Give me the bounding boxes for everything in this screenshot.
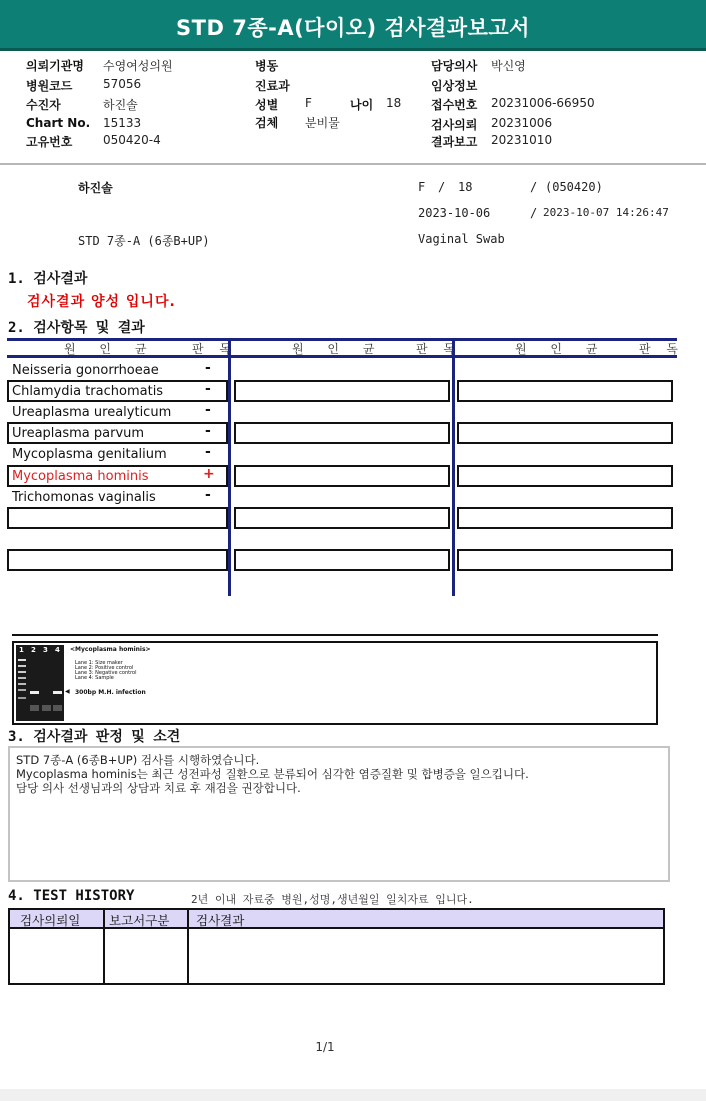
pathogen-name: Trichomonas vaginalis	[12, 490, 156, 505]
column-header-pathogen: 원 인 균	[292, 342, 385, 356]
request-value: 20231006	[491, 116, 553, 130]
pathogen-result: -	[205, 402, 211, 418]
request-label: 검사의뢰	[431, 118, 478, 132]
gel-arrow-icon: ◀	[65, 688, 70, 695]
column-divider	[228, 338, 231, 596]
gel-band	[18, 659, 26, 661]
pathogen-name: Mycoplasma genitalium	[12, 447, 167, 462]
page-bottom-margin	[0, 1089, 706, 1101]
gel-lane-number: 1	[19, 646, 24, 654]
gel-band-sample	[53, 691, 62, 694]
summary-sex: F	[418, 180, 426, 194]
patient-label: 수진자	[26, 98, 61, 112]
column-header-pathogen: 원 인 균	[64, 342, 157, 356]
patient-value: 하진솔	[103, 98, 138, 112]
doctor-label: 담당의사	[431, 59, 478, 73]
gel-band	[18, 697, 26, 699]
sex-value: F	[305, 96, 312, 110]
result-row-box	[7, 549, 228, 571]
comment-line: STD 7종-A (6종B+UP) 검사를 시행하였습니다.	[16, 753, 260, 767]
pathogen-result: -	[205, 487, 211, 503]
history-body	[8, 927, 665, 985]
gel-top-rule	[12, 634, 658, 636]
gel-band-label: 300bp M.H. infection	[75, 689, 146, 696]
gel-band-positive-control	[30, 691, 39, 694]
comment-line: Mycoplasma hominis는 최근 성전파성 질환으로 분류되어 심각한 염증질환 및 합병증을 일으킵니다.	[16, 767, 529, 781]
column-header-judge: 판 독	[416, 342, 461, 356]
column-header-pathogen: 원 인 균	[515, 342, 608, 356]
clinical-label: 임상정보	[431, 79, 478, 93]
empty-row-box	[234, 549, 450, 571]
summary-name: 하진솔	[78, 181, 113, 195]
pathogen-result-positive: +	[203, 466, 215, 482]
gel-primer-dimer	[53, 705, 62, 711]
comment-line: 담당 의사 선생님과의 상담과 치료 후 재검을 권장합니다.	[16, 781, 301, 795]
empty-row-box	[457, 422, 673, 444]
report-label: 결과보고	[431, 135, 478, 149]
column-header-judge: 판 독	[639, 342, 684, 356]
gel-legend-line: Lane 4: Sample	[75, 675, 114, 681]
empty-row-box	[234, 465, 450, 487]
receipt-value: 20231006-66950	[491, 96, 595, 110]
result-text: 검사결과 양성 입니다.	[27, 294, 176, 310]
gel-legend-line: Lane 2: Positive control	[75, 665, 134, 671]
pathogen-result: -	[205, 381, 211, 397]
empty-row-box	[234, 422, 450, 444]
ward-label: 병동	[255, 59, 279, 73]
gel-band	[18, 665, 26, 667]
gel-lane-number: 2	[31, 646, 36, 654]
sex-label: 성별	[255, 98, 279, 112]
gel-band	[18, 671, 26, 673]
empty-row-box	[457, 507, 673, 529]
pathogen-name-positive: Mycoplasma hominis	[12, 469, 149, 484]
result-row-box	[7, 507, 228, 529]
gel-band	[18, 689, 26, 691]
pathogen-name: Ureaplasma parvum	[12, 426, 145, 441]
hospital-value: 수영여성의원	[103, 59, 173, 73]
summary-specimen: Vaginal Swab	[418, 232, 505, 246]
dept-label: 진료과	[255, 79, 290, 93]
empty-row-box	[457, 549, 673, 571]
age-label: 나이	[350, 98, 374, 112]
receipt-label: 접수번호	[431, 98, 478, 112]
gel-lane-number: 3	[43, 646, 48, 654]
gel-title: <Mycoplasma hominis>	[70, 646, 151, 653]
gel-band	[18, 683, 26, 685]
history-note: 2년 이내 자료중 병원,성명,생년월일 일치자료 입니다.	[191, 893, 474, 906]
unique-value: 050420-4	[103, 133, 161, 147]
history-header-row	[8, 908, 665, 929]
summary-test: STD 7종-A (6종B+UP)	[78, 234, 210, 248]
report-value: 20231010	[491, 133, 553, 147]
history-header-cell: 검사의뢰일	[20, 913, 81, 928]
header-divider	[0, 163, 706, 165]
empty-row-box	[234, 507, 450, 529]
gel-figure-frame	[12, 641, 658, 725]
gel-legend-line: Lane 3: Negative control	[75, 670, 137, 676]
chart-label: Chart No.	[26, 116, 91, 130]
pathogen-name: Neisseria gonorrhoeae	[12, 363, 159, 378]
empty-row-box	[457, 465, 673, 487]
code-value: 57056	[103, 77, 142, 91]
summary-date1: 2023-10-06	[418, 206, 491, 220]
gel-band	[18, 677, 26, 679]
empty-row-box	[457, 380, 673, 402]
column-divider	[452, 338, 455, 596]
page-number: 1/1	[315, 1040, 335, 1054]
pathogen-name: Chlamydia trachomatis	[12, 384, 164, 399]
gel-image	[16, 645, 64, 721]
summary-date2: 2023-10-07 14:26:47	[543, 206, 669, 219]
section2-title: 2. 검사항목 및 결과	[8, 320, 145, 336]
hospital-label: 의뢰기관명	[26, 59, 84, 73]
pathogen-name: Ureaplasma urealyticum	[12, 405, 172, 420]
history-header-cell: 검사결과	[196, 913, 245, 928]
specimen-label: 검체	[255, 116, 279, 130]
pathogen-result: -	[205, 423, 211, 439]
unique-label: 고유번호	[26, 135, 73, 149]
doctor-value: 박신영	[491, 59, 526, 73]
history-header-cell: 보고서구분	[109, 913, 170, 928]
gel-primer-dimer	[30, 705, 39, 711]
summary-slash: /	[438, 180, 446, 194]
specimen-value: 분비물	[305, 116, 340, 130]
age-value: 18	[386, 96, 402, 110]
summary-slash: /	[530, 206, 538, 220]
section3-title: 3. 검사결과 판정 및 소견	[8, 729, 181, 745]
chart-value: 15133	[103, 116, 142, 130]
empty-row-box	[234, 380, 450, 402]
gel-primer-dimer	[42, 705, 51, 711]
history-column-divider	[187, 908, 189, 985]
history-column-divider	[103, 908, 105, 985]
code-label: 병원코드	[26, 79, 73, 93]
pathogen-result: -	[205, 444, 211, 460]
summary-age: 18	[458, 180, 473, 194]
gel-lane-number: 4	[55, 646, 60, 654]
summary-slash: /	[530, 180, 538, 194]
column-header-judge: 판 독	[192, 342, 237, 356]
pathogen-result: -	[205, 360, 211, 376]
gel-legend-line: Lane 1: Size maker	[75, 660, 123, 666]
report-title: STD 7종-A(다이오) 검사결과보고서	[176, 16, 530, 40]
section1-title: 1. 검사결과	[8, 271, 88, 287]
section4-title: 4. TEST HISTORY	[8, 888, 135, 904]
summary-id: (050420)	[545, 180, 603, 194]
